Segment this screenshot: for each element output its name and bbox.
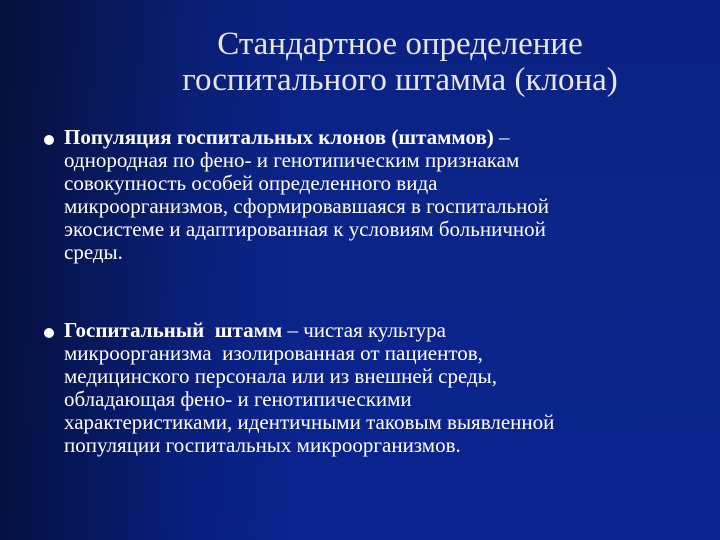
bullet-text	[64, 126, 549, 264]
bullet-line: микроорганизмов, сформировавшаяся в госпитальной	[64, 194, 550, 218]
bullet-term: Популяция госпитальных клонов (штаммов)	[64, 125, 494, 149]
slide-title-line-2: госпитального штамма (клона)	[182, 62, 618, 98]
bullet-dot-icon	[44, 135, 54, 145]
bullet-first-line	[64, 319, 554, 342]
bullet-line: медицинского персонала или из внешней среды,	[64, 364, 498, 388]
bullet-first-line	[64, 126, 549, 149]
bullet-line: микроорганизма изолированная от пациентов,	[64, 341, 483, 365]
bullet-line: характеристиками, идентичными таковым выявленной	[64, 410, 555, 434]
bullet-line: популяции госпитальных микроорганизмов.	[64, 433, 461, 457]
bullet-line: однородная по фено- и генотипическим признакам	[64, 148, 520, 172]
bullet-text	[64, 319, 554, 457]
slide-title	[120, 26, 680, 98]
bullet-line: среды.	[64, 240, 123, 264]
bullet-dot-icon	[44, 328, 54, 338]
bullet-term-rest: – чистая культура	[282, 318, 446, 342]
bullet-term: Госпитальный штамм	[64, 318, 283, 342]
slide-title-line-1: Стандартное определение	[217, 26, 583, 62]
bullet-line: обладающая фено- и генотипическими	[64, 387, 412, 411]
bullet-line: экосистеме и адаптированная к условиям больничной	[64, 217, 546, 241]
bullet-line: совокупность особей определенного вида	[64, 171, 438, 195]
bullet-term-rest: –	[493, 125, 510, 149]
